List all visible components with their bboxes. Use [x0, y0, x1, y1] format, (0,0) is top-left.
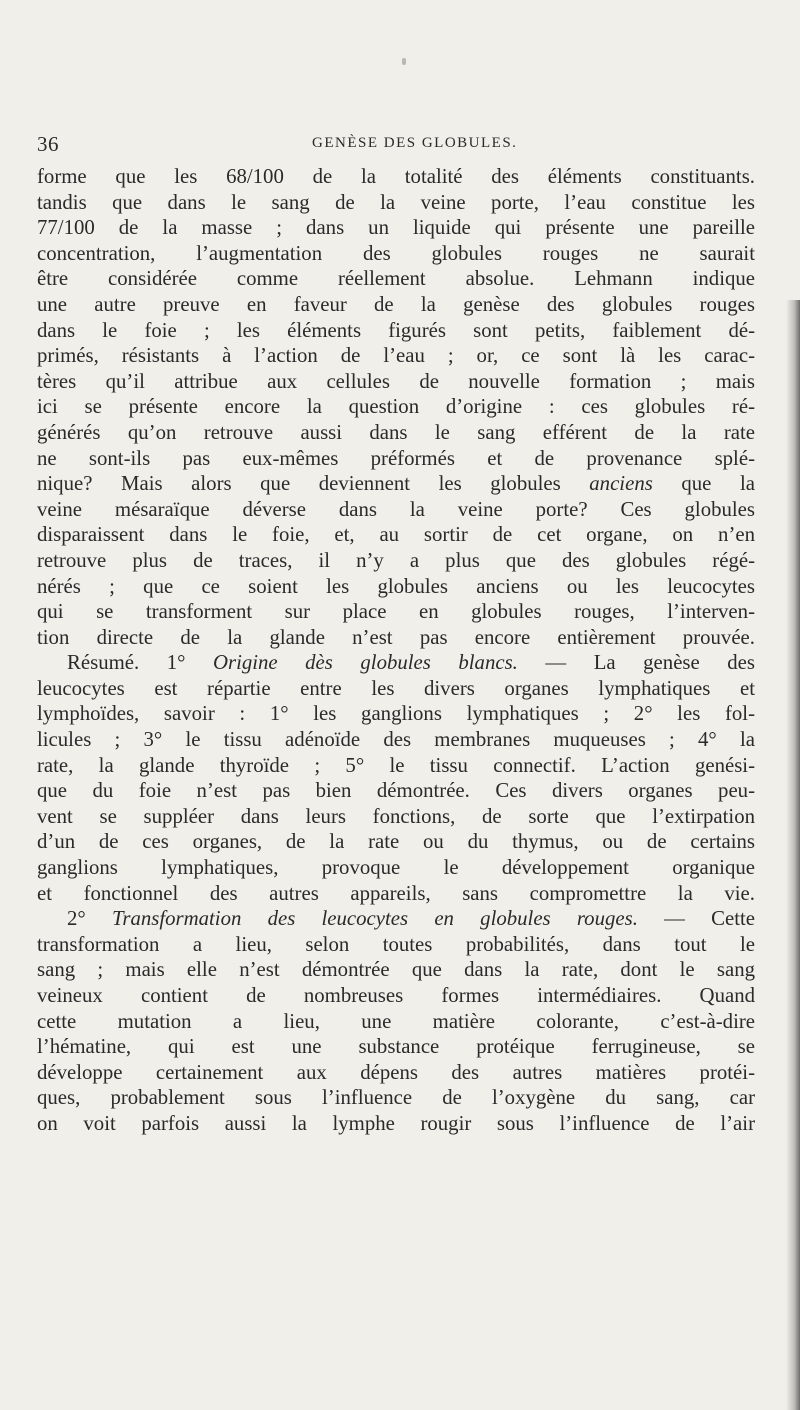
text-segment: une autre preuve en faveur de la genèse des globules rouges [37, 292, 755, 316]
text-segment: licules ; 3° le tissu adénoïde des membranes muqueuses ; 4° la [37, 728, 755, 752]
text-segment: 77/100 de la masse ; dans un liquide qui présente une pareille [37, 216, 755, 240]
page-edge-shadow [786, 300, 800, 1410]
text-line [37, 906, 755, 932]
text-line [37, 957, 755, 983]
text-segment: concentration, l’augmentation des globules rouges ne saurait [37, 241, 755, 265]
text-line [37, 1034, 755, 1060]
text-segment: — Cette [637, 907, 755, 931]
text-line [37, 983, 755, 1009]
text-line [37, 522, 755, 548]
text-segment: Résumé. 1° [67, 651, 213, 675]
body-text [37, 164, 755, 1137]
text-segment: cette mutation a lieu, une matière colorante, c’est-à-dire [37, 1009, 755, 1033]
text-line [37, 446, 755, 472]
text-line [37, 1009, 755, 1035]
text-segment: qui se transforment sur place en globules rouges, l’interven- [37, 600, 755, 624]
text-line [37, 292, 755, 318]
text-segment: veineux contient de nombreuses formes intermédiaires. Quand [37, 984, 755, 1007]
text-segment: disparaissent dans le foie, et, au sortir de cet organe, on n’en [37, 523, 755, 547]
text-line [37, 497, 755, 523]
text-line [37, 343, 755, 369]
text-segment: tandis que dans le sang de la veine porte, l’eau constitue les [37, 190, 755, 214]
page-number: 36 [37, 132, 59, 156]
text-segment: on voit parfois aussi la lymphe rougir sous l’influence de l’air [37, 1111, 755, 1135]
page-header [37, 132, 737, 162]
text-segment: leucocytes est répartie entre les divers organes lymphatiques et [37, 676, 755, 700]
text-line [37, 190, 755, 216]
text-line [37, 471, 755, 497]
text-segment: primés, résistants à l’action de l’eau ; or, ce sont là les carac- [37, 344, 755, 368]
text-segment: veine mésaraïque déverse dans la veine porte? Ces globules [37, 497, 755, 521]
text-line [37, 727, 755, 753]
text-segment: 2° [67, 907, 112, 931]
text-line [37, 420, 755, 446]
text-line [37, 1060, 755, 1086]
text-line [37, 1085, 755, 1111]
text-segment: et fonctionnel des autres appareils, sans compromettre la vie. [37, 881, 755, 905]
text-line [37, 215, 755, 241]
text-segment: dans le foie ; les éléments figurés sont petits, faiblement dé- [37, 318, 755, 342]
text-segment: nique? Mais alors que deviennent les globules [37, 472, 590, 496]
text-segment: être considérée comme réellement absolue. Lehmann indique [37, 267, 755, 291]
text-segment: vent se suppléer dans leurs fonctions, de sorte que l’extirpation [37, 804, 755, 828]
italic-text: anciens [589, 472, 653, 496]
text-segment: d’un de ces organes, de la rate ou du thymus, ou de certains [37, 830, 755, 854]
text-segment: ques, probablement sous l’influence de l’oxygène du sang, car [37, 1086, 755, 1110]
text-segment: lymphoïdes, savoir : 1° les ganglions lymphatiques ; 2° les fol- [37, 702, 755, 726]
text-line [37, 778, 755, 804]
text-segment: l’hématine, qui est une substance protéique ferrugineuse, se [37, 1035, 755, 1059]
text-line [37, 881, 755, 907]
italic-text: Origine dès globules blancs. [212, 651, 518, 675]
text-line [37, 650, 755, 676]
text-line [37, 804, 755, 830]
running-head: GENÈSE DES GLOBULES. [312, 135, 518, 151]
text-line [37, 932, 755, 958]
text-segment: forme que les 68/100 de la totalité des éléments constituants. [37, 165, 755, 188]
text-line [37, 548, 755, 574]
text-segment: tères qu’il attribue aux cellules de nouvelle formation ; mais [37, 369, 755, 393]
text-segment: ganglions lymphatiques, provoque le développement organique [37, 856, 755, 880]
text-segment: développe certainement aux dépens des autres matières protéi- [37, 1060, 755, 1084]
text-line [37, 318, 755, 344]
text-segment: rate, la glande thyroïde ; 5° le tissu connectif. L’action genési- [37, 753, 755, 777]
text-segment: — La genèse des [517, 651, 755, 675]
text-line [37, 266, 755, 292]
text-line [37, 625, 755, 651]
text-segment: que la [652, 472, 755, 496]
italic-text: Transformation des leucocytes en globules rouges. [111, 907, 638, 931]
text-line [37, 574, 755, 600]
text-segment: transformation a lieu, selon toutes probabilités, dans tout le [37, 932, 755, 956]
text-line [37, 753, 755, 779]
text-segment: ici se présente encore la question d’origine : ces globules ré- [37, 395, 755, 419]
text-segment: tion directe de la glande n’est pas encore entièrement prouvée. [37, 625, 755, 649]
text-line [37, 829, 755, 855]
text-line [37, 241, 755, 267]
text-line [37, 164, 755, 190]
text-segment: ne sont-ils pas eux-mêmes préformés et de provenance splé- [37, 446, 755, 470]
text-line [37, 394, 755, 420]
text-line [37, 701, 755, 727]
text-segment: sang ; mais elle n’est démontrée que dans la rate, dont le sang [37, 958, 755, 982]
ink-speck [402, 58, 406, 65]
text-segment: générés qu’on retrouve aussi dans le sang efférent de la rate [37, 420, 755, 444]
text-line [37, 599, 755, 625]
text-line [37, 369, 755, 395]
text-line [37, 1111, 755, 1137]
text-segment: que du foie n’est pas bien démontrée. Ces divers organes peu- [37, 779, 755, 803]
text-segment: nérés ; que ce soient les globules anciens ou les leucocytes [37, 574, 755, 598]
text-segment: retrouve plus de traces, il n’y a plus que des globules régé- [37, 548, 755, 572]
text-line [37, 855, 755, 881]
text-line [37, 676, 755, 702]
